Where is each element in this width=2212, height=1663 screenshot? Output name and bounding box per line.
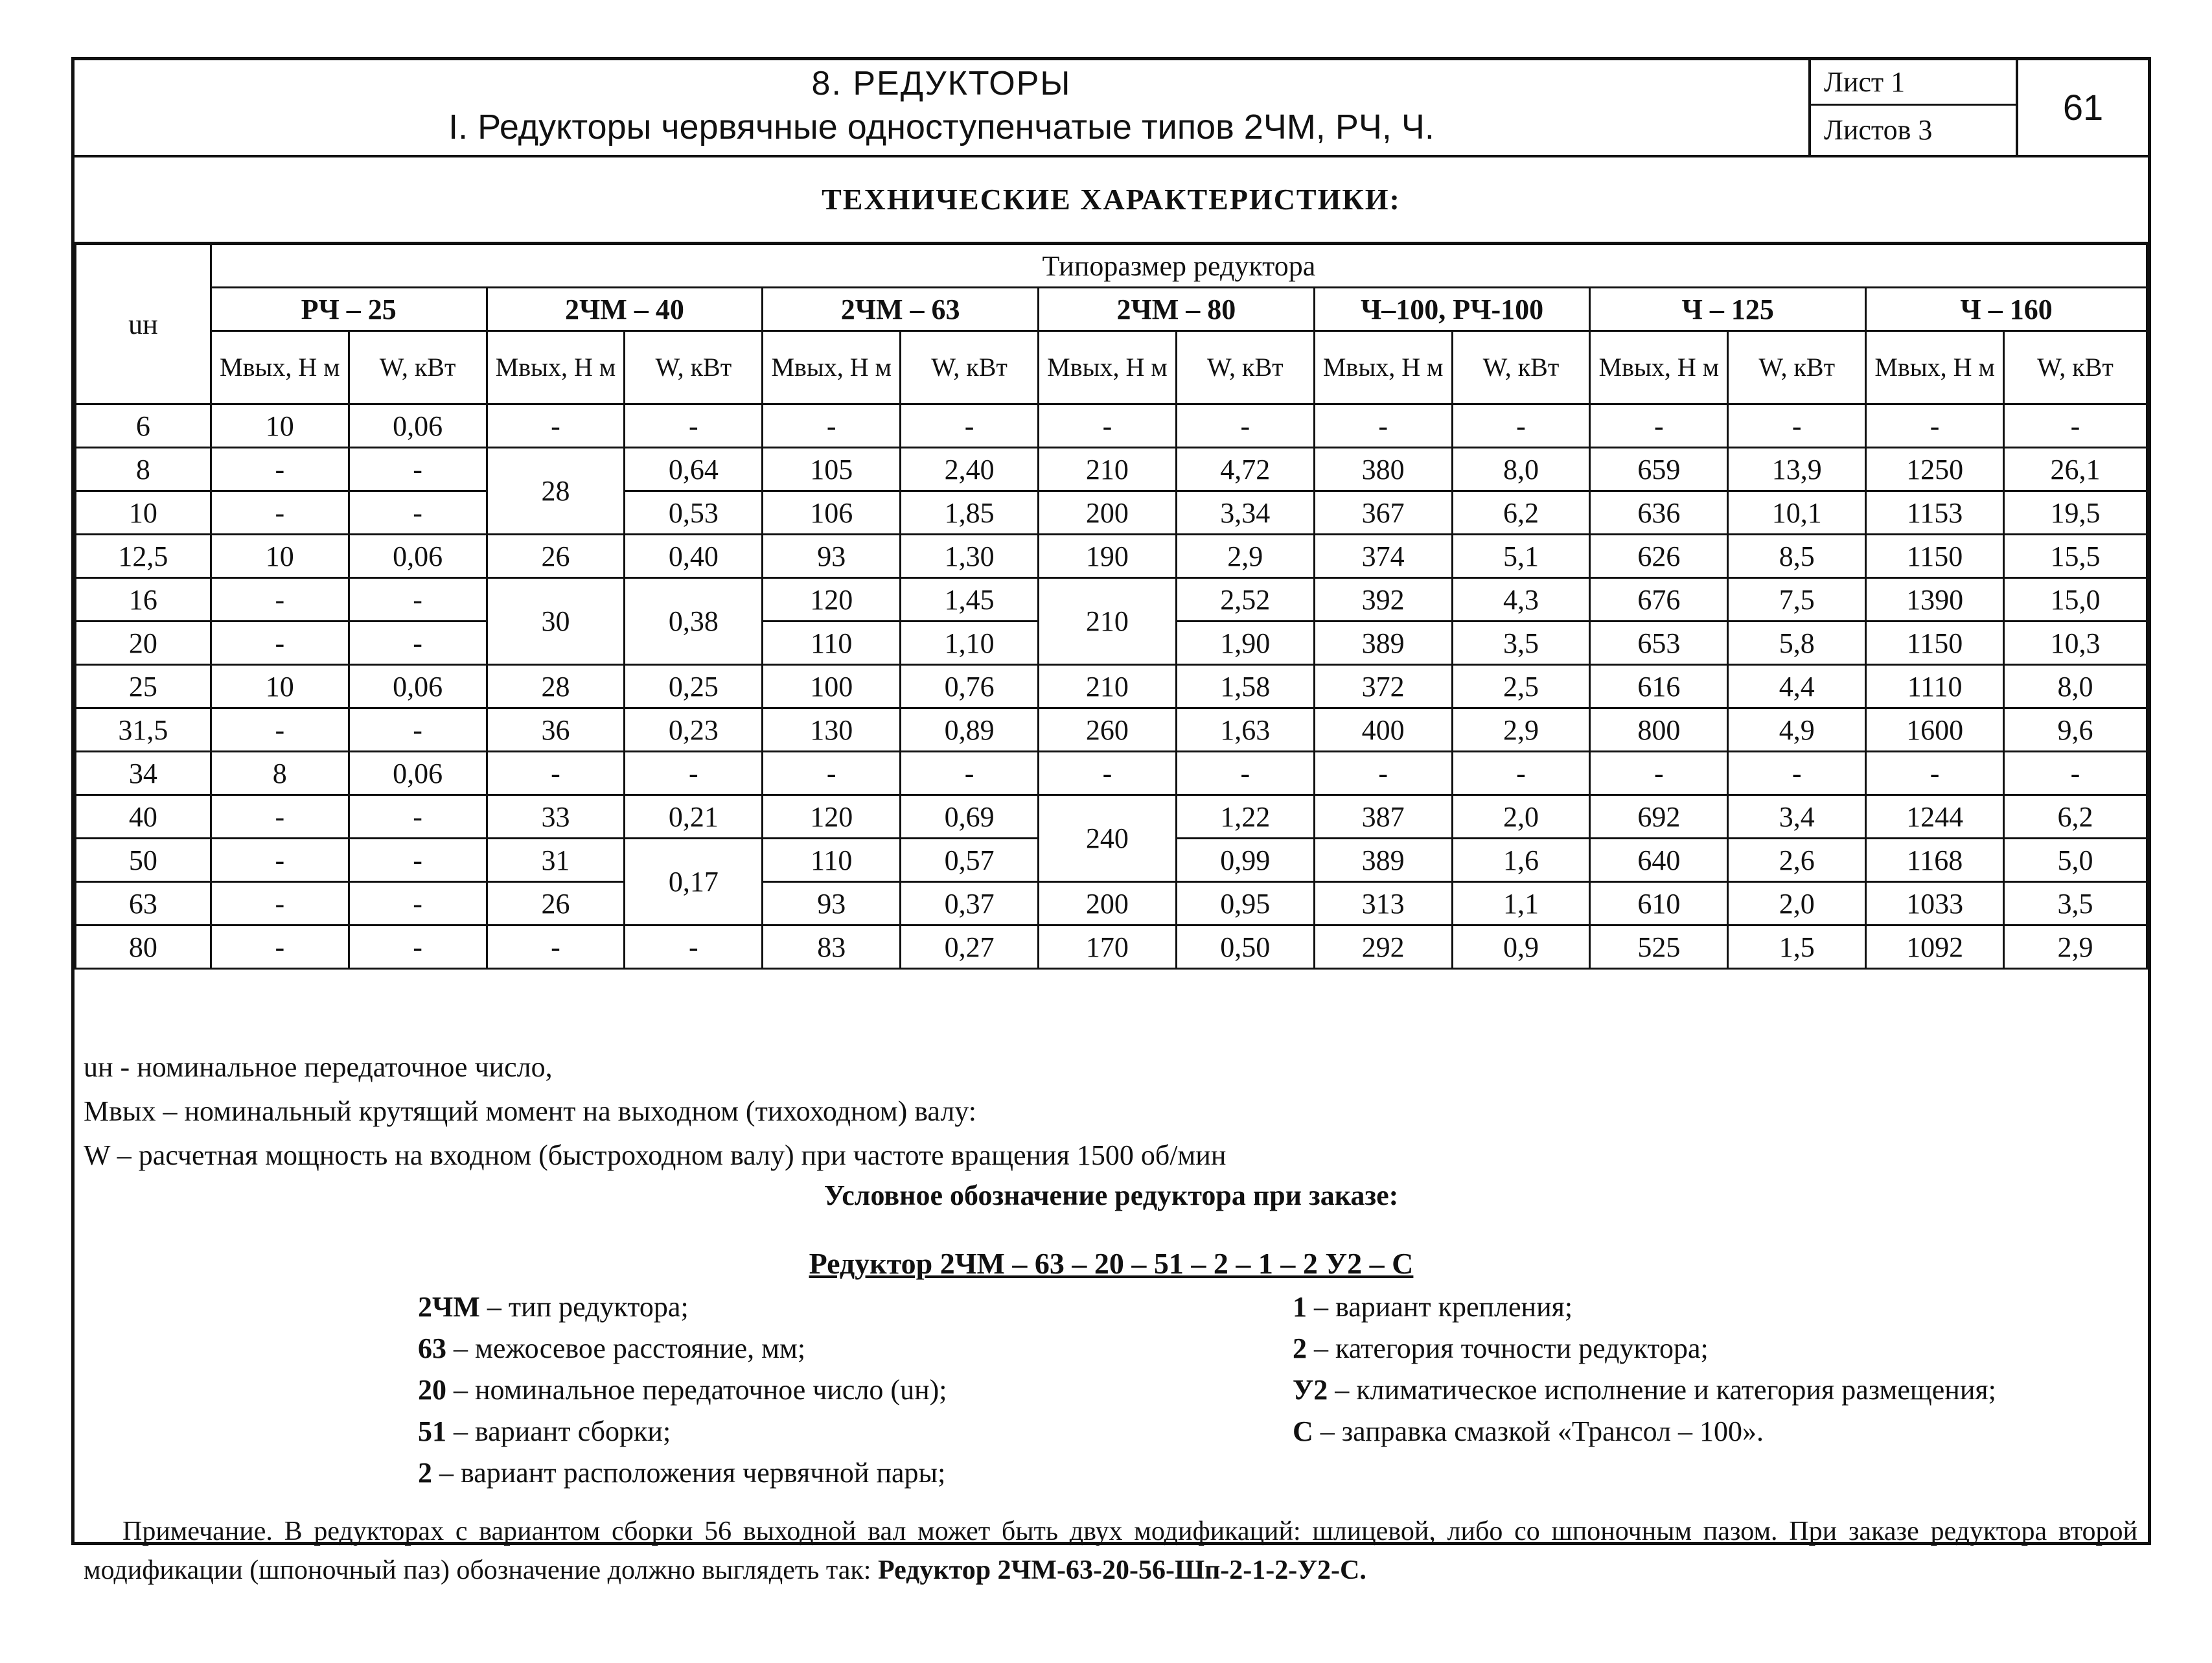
- table-cell: 4,72: [1176, 448, 1314, 491]
- table-cell: -: [1590, 404, 1728, 448]
- table-cell: -: [1590, 752, 1728, 795]
- table-cell: 31: [487, 839, 625, 882]
- table-cell: 374: [1314, 535, 1452, 578]
- table-cell: 0,06: [349, 665, 487, 708]
- ratio-cell: 50: [76, 839, 211, 882]
- table-cell: 1150: [1866, 622, 2004, 665]
- table-row: [76, 578, 2147, 622]
- legend-text: – номинальное передаточное число (uн);: [446, 1374, 947, 1406]
- table-cell: 387: [1314, 795, 1452, 839]
- table-cell: -: [1728, 404, 1866, 448]
- table-cell: 1,58: [1176, 665, 1314, 708]
- table-cell: 0,53: [625, 491, 763, 535]
- table-cell: -: [487, 752, 625, 795]
- table-cell: 3,5: [2004, 882, 2147, 925]
- ratio-cell: 12,5: [76, 535, 211, 578]
- note: [84, 1512, 2137, 1590]
- ratio-cell: 20: [76, 622, 211, 665]
- model-header: Ч – 160: [1866, 288, 2147, 331]
- table-cell: 1,45: [901, 578, 1039, 622]
- table-cell: -: [211, 795, 349, 839]
- legend-code: 2ЧМ: [418, 1291, 480, 1323]
- table-cell: 0,50: [1176, 925, 1314, 969]
- table-cell: 0,23: [625, 708, 763, 752]
- table-cell: 313: [1314, 882, 1452, 925]
- ratio-cell: 6: [76, 404, 211, 448]
- section-heading: ТЕХНИЧЕСКИЕ ХАРАКТЕРИСТИКИ:: [75, 157, 2148, 244]
- table-cell: 2,9: [1452, 708, 1590, 752]
- table-cell: 1,10: [901, 622, 1039, 665]
- table-cell: 3,4: [1728, 795, 1866, 839]
- table-cell: 8: [211, 752, 349, 795]
- table-row: [76, 665, 2147, 708]
- legend-text: – категория точности редуктора;: [1307, 1332, 1709, 1364]
- table-cell: 692: [1590, 795, 1728, 839]
- table-cell: -: [1866, 404, 2004, 448]
- model-header: Ч – 125: [1590, 288, 1866, 331]
- table-cell: 5,0: [2004, 839, 2147, 882]
- table-cell: 1092: [1866, 925, 2004, 969]
- torque-unit-header: Mвых, Н м: [763, 331, 901, 404]
- table-cell: -: [349, 839, 487, 882]
- legend-code: У2: [1293, 1374, 1328, 1406]
- table-cell: 106: [763, 491, 901, 535]
- table-cell: 389: [1314, 622, 1452, 665]
- table-cell: 28: [487, 665, 625, 708]
- model-header: Ч–100, РЧ-100: [1314, 288, 1590, 331]
- table-cell: -: [1452, 404, 1590, 448]
- table-cell: -: [349, 448, 487, 491]
- power-unit-header: W, кВт: [1728, 331, 1866, 404]
- table-row: [76, 795, 2147, 839]
- table-cell: 2,52: [1176, 578, 1314, 622]
- legend-text: – вариант расположения червячной пары;: [432, 1457, 946, 1489]
- table-cell: 4,4: [1728, 665, 1866, 708]
- table-cell: 6,2: [2004, 795, 2147, 839]
- legend-item: [1293, 1328, 1996, 1369]
- table-cell: 0,25: [625, 665, 763, 708]
- table-cell: -: [349, 925, 487, 969]
- table-cell: 8,5: [1728, 535, 1866, 578]
- table-cell: 2,9: [1176, 535, 1314, 578]
- table-cell: 380: [1314, 448, 1452, 491]
- table-cell: 1033: [1866, 882, 2004, 925]
- table-cell: 190: [1039, 535, 1177, 578]
- table-cell: 200: [1039, 491, 1177, 535]
- table-cell: -: [211, 622, 349, 665]
- torque-unit-header: Mвых, Н м: [211, 331, 349, 404]
- table-cell: -: [1039, 752, 1177, 795]
- table-cell: 8,0: [2004, 665, 2147, 708]
- table-cell: 110: [763, 622, 901, 665]
- table-cell: -: [625, 752, 763, 795]
- table-cell: -: [1314, 404, 1452, 448]
- table-cell: 10,1: [1728, 491, 1866, 535]
- legend-item: [1293, 1369, 1996, 1411]
- legend-item: [418, 1452, 947, 1494]
- table-cell: 0,06: [349, 535, 487, 578]
- table-cell: 392: [1314, 578, 1452, 622]
- table-row: [76, 448, 2147, 491]
- table-cell: 525: [1590, 925, 1728, 969]
- table-cell: 0,06: [349, 404, 487, 448]
- table-cell: 93: [763, 535, 901, 578]
- table-cell: 1,30: [901, 535, 1039, 578]
- table-cell: -: [1728, 752, 1866, 795]
- table-cell: 10: [211, 535, 349, 578]
- legend-item: [418, 1286, 947, 1328]
- legend-item: [418, 1411, 947, 1452]
- order-example: Редуктор 2ЧМ – 63 – 20 – 51 – 2 – 1 – 2 У2 – С: [809, 1247, 1414, 1280]
- table-cell: 10: [211, 665, 349, 708]
- torque-unit-header: Mвых, Н м: [1314, 331, 1452, 404]
- group-header: Типоразмер редуктора: [211, 244, 2147, 288]
- definition-line: uн - номинальное передаточное число,: [84, 1051, 553, 1083]
- torque-unit-header: Mвых, Н м: [1590, 331, 1728, 404]
- table-cell: -: [1039, 404, 1177, 448]
- table-cell: -: [349, 795, 487, 839]
- legend-text: – вариант сборки;: [446, 1415, 671, 1447]
- table-cell: 4,9: [1728, 708, 1866, 752]
- table-cell: 2,40: [901, 448, 1039, 491]
- table-cell: 15,5: [2004, 535, 2147, 578]
- table-cell: 110: [763, 839, 901, 882]
- sheets-label: Листов 3: [1824, 114, 1933, 146]
- table-cell: 640: [1590, 839, 1728, 882]
- table-cell: 30: [487, 578, 625, 665]
- table-cell: -: [901, 752, 1039, 795]
- table-cell: 2,5: [1452, 665, 1590, 708]
- table-cell: 0,76: [901, 665, 1039, 708]
- power-unit-header: W, кВт: [349, 331, 487, 404]
- table-cell: 100: [763, 665, 901, 708]
- table-cell: 1390: [1866, 578, 2004, 622]
- table-cell: 0,99: [1176, 839, 1314, 882]
- header: [75, 60, 2148, 157]
- legend-code: 2: [418, 1457, 432, 1489]
- table-cell: 2,9: [2004, 925, 2147, 969]
- legend-code: 51: [418, 1415, 446, 1447]
- page-number: 61: [2062, 87, 2104, 128]
- ratio-cell: 31,5: [76, 708, 211, 752]
- legend-code: 2: [1293, 1332, 1307, 1364]
- table-cell: 1153: [1866, 491, 2004, 535]
- legend-item: [1293, 1411, 1996, 1452]
- sheet-info: [1811, 60, 2018, 155]
- table-cell: -: [349, 622, 487, 665]
- table-cell: -: [763, 404, 901, 448]
- table-cell: 36: [487, 708, 625, 752]
- table-cell: 0,9: [1452, 925, 1590, 969]
- table-cell: 26: [487, 535, 625, 578]
- table-cell: -: [763, 752, 901, 795]
- table-cell: 5,8: [1728, 622, 1866, 665]
- table-cell: 653: [1590, 622, 1728, 665]
- table-cell: 93: [763, 882, 901, 925]
- table-cell: 0,89: [901, 708, 1039, 752]
- table-cell: -: [1866, 752, 2004, 795]
- table-cell: 8,0: [1452, 448, 1590, 491]
- order-heading: Условное обозначение редуктора при заказе:: [824, 1180, 1399, 1211]
- table-row: [76, 925, 2147, 969]
- table-cell: -: [211, 578, 349, 622]
- model-header: 2ЧМ – 63: [763, 288, 1039, 331]
- table-cell: 83: [763, 925, 901, 969]
- definitions: [84, 1045, 1226, 1178]
- table-cell: 0,27: [901, 925, 1039, 969]
- ratio-header: uн: [76, 244, 211, 404]
- table-cell: 1,85: [901, 491, 1039, 535]
- ratio-cell: 40: [76, 795, 211, 839]
- definition-line: W – расчетная мощность на входном (быстроходном валу) при частоте вращения 1500 об/мин: [84, 1139, 1227, 1171]
- ratio-cell: 80: [76, 925, 211, 969]
- legend-code: 63: [418, 1332, 446, 1364]
- table-cell: 1,6: [1452, 839, 1590, 882]
- table-cell: 200: [1039, 882, 1177, 925]
- table-cell: 210: [1039, 448, 1177, 491]
- table-cell: 636: [1590, 491, 1728, 535]
- table-cell: 4,3: [1452, 578, 1590, 622]
- model-header: 2ЧМ – 80: [1039, 288, 1315, 331]
- table-cell: 130: [763, 708, 901, 752]
- table-cell: 0,17: [625, 839, 763, 925]
- table-cell: 2,6: [1728, 839, 1866, 882]
- table-cell: 3,5: [1452, 622, 1590, 665]
- table-cell: 0,21: [625, 795, 763, 839]
- power-unit-header: W, кВт: [625, 331, 763, 404]
- table-cell: 33: [487, 795, 625, 839]
- table-cell: -: [487, 404, 625, 448]
- table-cell: -: [2004, 404, 2147, 448]
- table-cell: 2,0: [1728, 882, 1866, 925]
- table-cell: 9,6: [2004, 708, 2147, 752]
- table-cell: 1600: [1866, 708, 2004, 752]
- table-cell: 1250: [1866, 448, 2004, 491]
- torque-unit-header: Mвых, Н м: [487, 331, 625, 404]
- table-cell: 0,57: [901, 839, 1039, 882]
- ratio-cell: 16: [76, 578, 211, 622]
- table-cell: -: [349, 491, 487, 535]
- table-cell: -: [211, 839, 349, 882]
- ratio-cell: 34: [76, 752, 211, 795]
- table-cell: 1,22: [1176, 795, 1314, 839]
- legend-code: 1: [1293, 1291, 1307, 1323]
- power-unit-header: W, кВт: [901, 331, 1039, 404]
- table-cell: -: [1176, 752, 1314, 795]
- table-cell: 26: [487, 882, 625, 925]
- table-cell: 292: [1314, 925, 1452, 969]
- table-cell: 210: [1039, 665, 1177, 708]
- table-cell: 1244: [1866, 795, 2004, 839]
- table-cell: -: [211, 491, 349, 535]
- table-row: [76, 491, 2147, 535]
- legend-code: С: [1293, 1415, 1313, 1447]
- table-cell: 15,0: [2004, 578, 2147, 622]
- sheet-label: Лист 1: [1811, 60, 2016, 106]
- table-cell: 1,1: [1452, 882, 1590, 925]
- table-cell: 19,5: [2004, 491, 2147, 535]
- legend-item: [418, 1328, 947, 1369]
- table-cell: -: [625, 925, 763, 969]
- table-cell: -: [211, 448, 349, 491]
- table-cell: 120: [763, 795, 901, 839]
- table-cell: 676: [1590, 578, 1728, 622]
- table-cell: 610: [1590, 882, 1728, 925]
- table-cell: -: [349, 578, 487, 622]
- table-cell: 0,69: [901, 795, 1039, 839]
- table-cell: 2,0: [1452, 795, 1590, 839]
- legend-code: 20: [418, 1374, 446, 1406]
- specs-table: [75, 243, 2148, 970]
- table-cell: 210: [1039, 578, 1177, 665]
- legend-item: [418, 1369, 947, 1411]
- table-cell: 26,1: [2004, 448, 2147, 491]
- table-cell: 1,63: [1176, 708, 1314, 752]
- table-cell: -: [625, 404, 763, 448]
- table-cell: 120: [763, 578, 901, 622]
- table-cell: 800: [1590, 708, 1728, 752]
- table-cell: 1,5: [1728, 925, 1866, 969]
- table-cell: -: [349, 708, 487, 752]
- table-cell: -: [1452, 752, 1590, 795]
- table-cell: 13,9: [1728, 448, 1866, 491]
- legend-item: [1293, 1286, 1996, 1328]
- chapter-title: 8. РЕДУКТОРЫ: [811, 65, 1072, 102]
- table-cell: 10,3: [2004, 622, 2147, 665]
- legend-left: [418, 1286, 947, 1494]
- table-cell: 6,2: [1452, 491, 1590, 535]
- ratio-cell: 10: [76, 491, 211, 535]
- table-cell: -: [2004, 752, 2147, 795]
- torque-unit-header: Mвых, Н м: [1866, 331, 2004, 404]
- legend-text: – межосевое расстояние, мм;: [446, 1332, 806, 1364]
- table-cell: 10: [211, 404, 349, 448]
- legend-right: [1293, 1286, 1996, 1452]
- table-row: [76, 535, 2147, 578]
- legend-text: – климатическое исполнение и категория размещения;: [1328, 1374, 1996, 1406]
- table-row: [76, 752, 2147, 795]
- table-cell: -: [487, 925, 625, 969]
- table-cell: 0,37: [901, 882, 1039, 925]
- power-unit-header: W, кВт: [1176, 331, 1314, 404]
- ratio-cell: 25: [76, 665, 211, 708]
- ratio-cell: 63: [76, 882, 211, 925]
- table-cell: 389: [1314, 839, 1452, 882]
- table-cell: 0,06: [349, 752, 487, 795]
- table-cell: 105: [763, 448, 901, 491]
- table-cell: 7,5: [1728, 578, 1866, 622]
- table-cell: 260: [1039, 708, 1177, 752]
- legend-text: – вариант крепления;: [1307, 1291, 1573, 1323]
- table-cell: -: [1314, 752, 1452, 795]
- note-text: Примечание. В редукторах с вариантом сборки 56 выходной вал может быть двух модификаций: шлицевой, либо со шпоночным пазом. При заказе редуктора второй модификации (шпоночный паз) обозначение должно выглядеть так:: [84, 1517, 2137, 1585]
- table-cell: -: [211, 882, 349, 925]
- table-row: [76, 708, 2147, 752]
- table-row: [76, 882, 2147, 925]
- table-cell: -: [211, 708, 349, 752]
- note-example: Редуктор 2ЧМ-63-20-56-Шп-2-1-2-У2-С.: [877, 1555, 1366, 1585]
- table-row: [76, 404, 2147, 448]
- table-cell: 0,64: [625, 448, 763, 491]
- document-sheet: [71, 57, 2151, 1585]
- section-subtitle: I. Редукторы червячные одноступенчатые типов 2ЧМ, РЧ, Ч.: [448, 108, 1434, 146]
- model-header: РЧ – 25: [211, 288, 487, 331]
- table-cell: 372: [1314, 665, 1452, 708]
- definition-line: Mвых – номинальный крутящий момент на выходном (тихоходном) валу:: [84, 1095, 976, 1127]
- table-cell: 1150: [1866, 535, 2004, 578]
- power-unit-header: W, кВт: [2004, 331, 2147, 404]
- table-cell: 626: [1590, 535, 1728, 578]
- torque-unit-header: Mвых, Н м: [1039, 331, 1177, 404]
- table-cell: 240: [1039, 795, 1177, 882]
- table-cell: 0,40: [625, 535, 763, 578]
- table-cell: 400: [1314, 708, 1452, 752]
- table-cell: 1,90: [1176, 622, 1314, 665]
- table-cell: 0,38: [625, 578, 763, 665]
- table-cell: 659: [1590, 448, 1728, 491]
- table-cell: 1168: [1866, 839, 2004, 882]
- table-cell: -: [211, 925, 349, 969]
- ratio-cell: 8: [76, 448, 211, 491]
- table-cell: 367: [1314, 491, 1452, 535]
- table-cell: 5,1: [1452, 535, 1590, 578]
- power-unit-header: W, кВт: [1452, 331, 1590, 404]
- table-cell: 1110: [1866, 665, 2004, 708]
- table-cell: 28: [487, 448, 625, 535]
- table-cell: 616: [1590, 665, 1728, 708]
- header-title-box: [75, 60, 1811, 155]
- table-cell: -: [349, 882, 487, 925]
- legend-text: – тип редуктора;: [479, 1291, 689, 1323]
- table-cell: 0,95: [1176, 882, 1314, 925]
- table-cell: -: [1176, 404, 1314, 448]
- model-header: 2ЧМ – 40: [487, 288, 763, 331]
- legend-text: – заправка смазкой «Трансол – 100».: [1313, 1415, 1764, 1447]
- table-cell: 170: [1039, 925, 1177, 969]
- table-cell: -: [901, 404, 1039, 448]
- table-cell: 3,34: [1176, 491, 1314, 535]
